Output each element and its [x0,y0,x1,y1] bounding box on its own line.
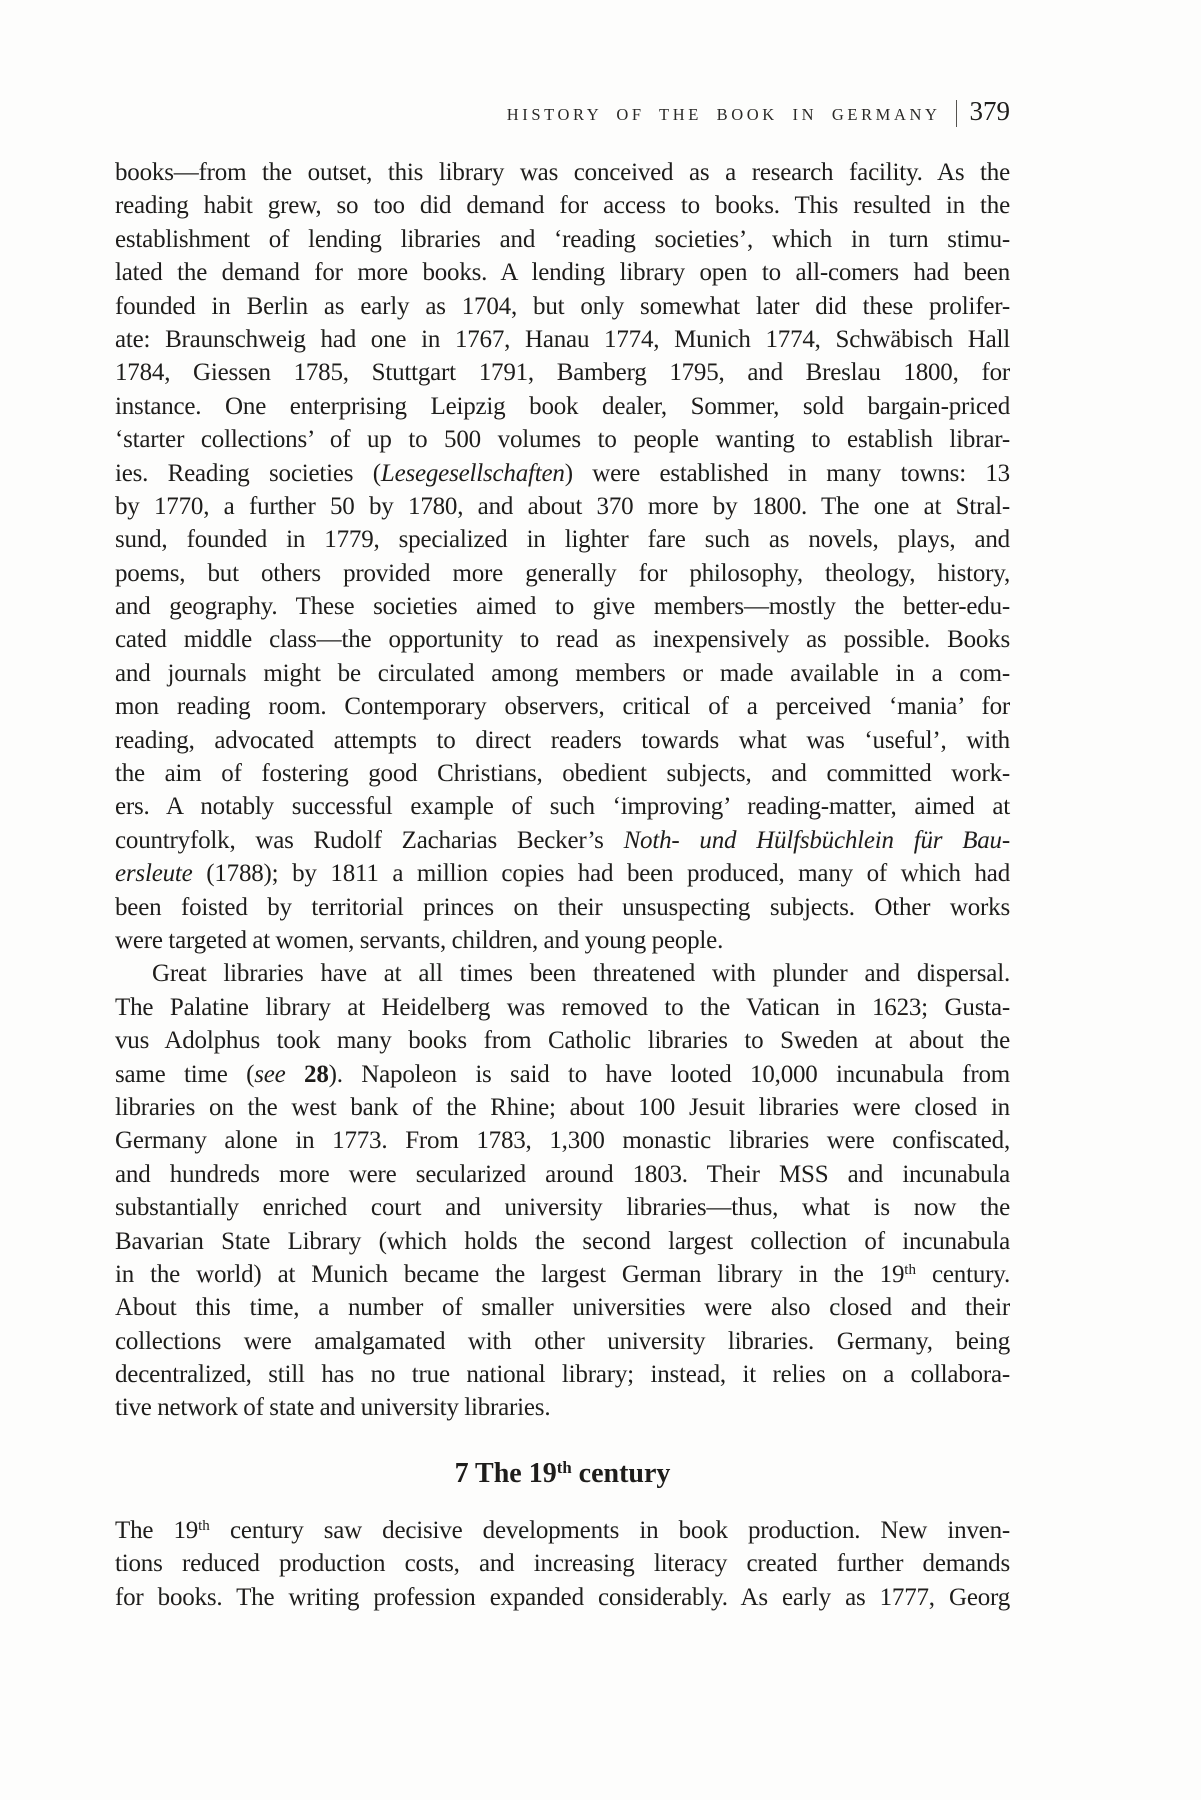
text-line [115,323,1010,356]
text-line [115,957,1010,990]
text-segment: tive network of state and university libraries. [115,1394,551,1422]
text-segment: 1784, Giessen 1785, Stuttgart 1791, Bamberg 1795, and Breslau 1800, for [115,359,1010,387]
text-segment: reading habit grew, so too did demand for access to books. This resulted in the [115,192,1010,220]
text-line [115,857,1010,890]
text-segment: founded in Berlin as early as 1704, but only somewhat later did these prolifer- [115,292,1010,320]
text-segment: poems, but others provided more generally for philosophy, theology, history, [115,559,1010,587]
text-segment: Bavarian State Library (which holds the second largest collection of incunabula [115,1227,1010,1255]
text-line [115,356,1010,389]
text-line [115,590,1010,623]
text-line [115,1358,1010,1391]
text-segment: sund, founded in 1779, specialized in lighter fare such as novels, plays, and [115,526,1010,554]
text-segment: Great libraries have at all times been threatened with plunder and dispersal. [152,960,1010,988]
text-segment: lated the demand for more books. A lending library open to all-comers had been [115,259,1010,287]
text-line [115,189,1010,222]
running-header [115,96,1010,130]
text-line [115,1325,1010,1358]
text-segment: The 19 [115,1516,199,1544]
page-number: 379 [969,96,1010,126]
text-segment: About this time, a number of smaller universities were also closed and their [115,1294,1010,1322]
text-line [115,757,1010,790]
text-segment: mon reading room. Contemporary observers, critical of a perceived ‘mania’ for [115,693,1010,721]
text-line [115,1058,1010,1091]
text-line [115,223,1010,256]
text-segment: in the world) at Munich became the largest German library in the 19 [115,1260,905,1288]
header-title: HISTORY OF THE BOOK IN GERMANY [506,105,941,124]
text-segment: vus Adolphus took many books from Catholic libraries to Sweden at about the [115,1027,1010,1055]
body-text [115,156,1010,1614]
section-heading [115,1457,1010,1490]
text-segment: ers. A notably successful example of such ‘improving’ reading-matter, aimed at [115,793,1010,821]
text-segment: reading, advocated attempts to direct readers towards what was ‘useful’, with [115,726,1010,754]
header-divider [956,100,957,127]
text-segment: and hundreds more were secularized around 1803. Their MSS and incunabula [115,1160,1010,1188]
text-segment: 7 The 19 [454,1457,557,1489]
text-line [115,790,1010,823]
text-segment: ies. Reading societies ( [115,459,381,487]
text-segment: century. [915,1260,1010,1288]
text-line [115,991,1010,1024]
text-segment: decentralized, still has no true national library; instead, it relies on a collabora- [115,1361,1010,1389]
text-segment: collections were amalgamated with other university libraries. Germany, being [115,1327,1010,1355]
text-line [115,1258,1010,1291]
text-line [115,1514,1010,1547]
text-segment-sup: th [904,1261,916,1278]
text-line [115,924,1010,957]
text-line [115,156,1010,189]
text-segment: countryfolk, was Rudolf Zacharias Becker’s [115,826,624,854]
text-segment: (1788); by 1811 a million copies had been produced, many of which had [192,860,1010,888]
text-segment: ) were established in many towns: 13 [564,459,1010,487]
text-segment: books—from the outset, this library was conceived as a research facility. As the [115,159,1010,186]
text-segment-sup: th [556,1457,572,1477]
text-line [115,1225,1010,1258]
text-segment: Germany alone in 1773. From 1783, 1,300 monastic libraries were confiscated, [115,1127,1010,1155]
text-line [115,290,1010,323]
text-line [115,891,1010,924]
text-segment: been foisted by territorial princes on their unsuspecting subjects. Other works [115,893,1010,921]
text-line [115,557,1010,590]
text-line [115,457,1010,490]
text-line [115,1158,1010,1191]
text-line [115,1581,1010,1614]
text-segment: tions reduced production costs, and increasing literacy created further demands [115,1550,1010,1578]
text-segment: were targeted at women, servants, children, and young people. [115,926,724,954]
text-segment-italic: Noth- und Hülfsbüchlein für Bau- [623,826,1010,854]
text-segment: substantially enriched court and university libraries—thus, what is now the [115,1194,1010,1222]
text-segment [286,1061,304,1088]
paragraph [115,957,1010,1424]
text-line [115,824,1010,857]
text-segment: cated middle class—the opportunity to read as inexpensively as possible. Books [115,626,1010,654]
text-segment-italic: ersleute [115,860,193,888]
text-segment: ‘starter collections’ of up to 500 volumes to people wanting to establish librar- [115,426,1010,454]
text-line [115,1124,1010,1157]
text-segment-bold: 28 [304,1060,329,1088]
text-line [115,523,1010,556]
text-line [115,1191,1010,1224]
text-line [115,724,1010,757]
text-segment: and journals might be circulated among members or made available in a com- [115,659,1010,687]
text-segment-italic: see [254,1060,286,1088]
text-line [115,657,1010,690]
text-line [115,1391,1010,1424]
text-segment: instance. One enterprising Leipzig book dealer, Sommer, sold bargain-priced [115,392,1010,420]
text-line [115,256,1010,289]
text-line [115,390,1010,423]
text-line [115,1024,1010,1057]
text-segment: libraries on the west bank of the Rhine; about 100 Jesuit libraries were closed in [115,1093,1010,1121]
text-line [115,1547,1010,1580]
text-segment: establishment of lending libraries and ‘reading societies’, which in turn stimu- [115,225,1010,253]
text-line [115,490,1010,523]
text-segment: and geography. These societies aimed to give members—mostly the better-edu- [115,593,1010,621]
text-segment-italic: Lesegesellschaften [380,459,565,487]
text-segment: century [571,1457,671,1489]
paragraph [115,1514,1010,1614]
text-line [115,690,1010,723]
text-line [115,423,1010,456]
text-segment: century saw decisive developments in book production. New inven- [209,1516,1010,1544]
text-segment: ). Napoleon is said to have looted 10,000 incunabula from [328,1060,1010,1088]
text-segment: same time ( [115,1060,255,1088]
paragraph [115,156,1010,957]
text-segment: The Palatine library at Heidelberg was removed to the Vatican in 1623; Gusta- [115,993,1010,1021]
text-line [115,623,1010,656]
text-segment: ate: Braunschweig had one in 1767, Hanau 1774, Munich 1774, Schwäbisch Hall [115,325,1010,353]
text-segment-sup: th [198,1517,210,1534]
text-line [115,1091,1010,1124]
text-segment: the aim of fostering good Christians, obedient subjects, and committed work- [115,760,1010,788]
text-segment: for books. The writing profession expanded considerably. As early as 1777, Georg [115,1583,1010,1611]
text-line [115,1291,1010,1324]
text-segment: by 1770, a further 50 by 1780, and about 370 more by 1800. The one at Stral- [115,492,1010,520]
